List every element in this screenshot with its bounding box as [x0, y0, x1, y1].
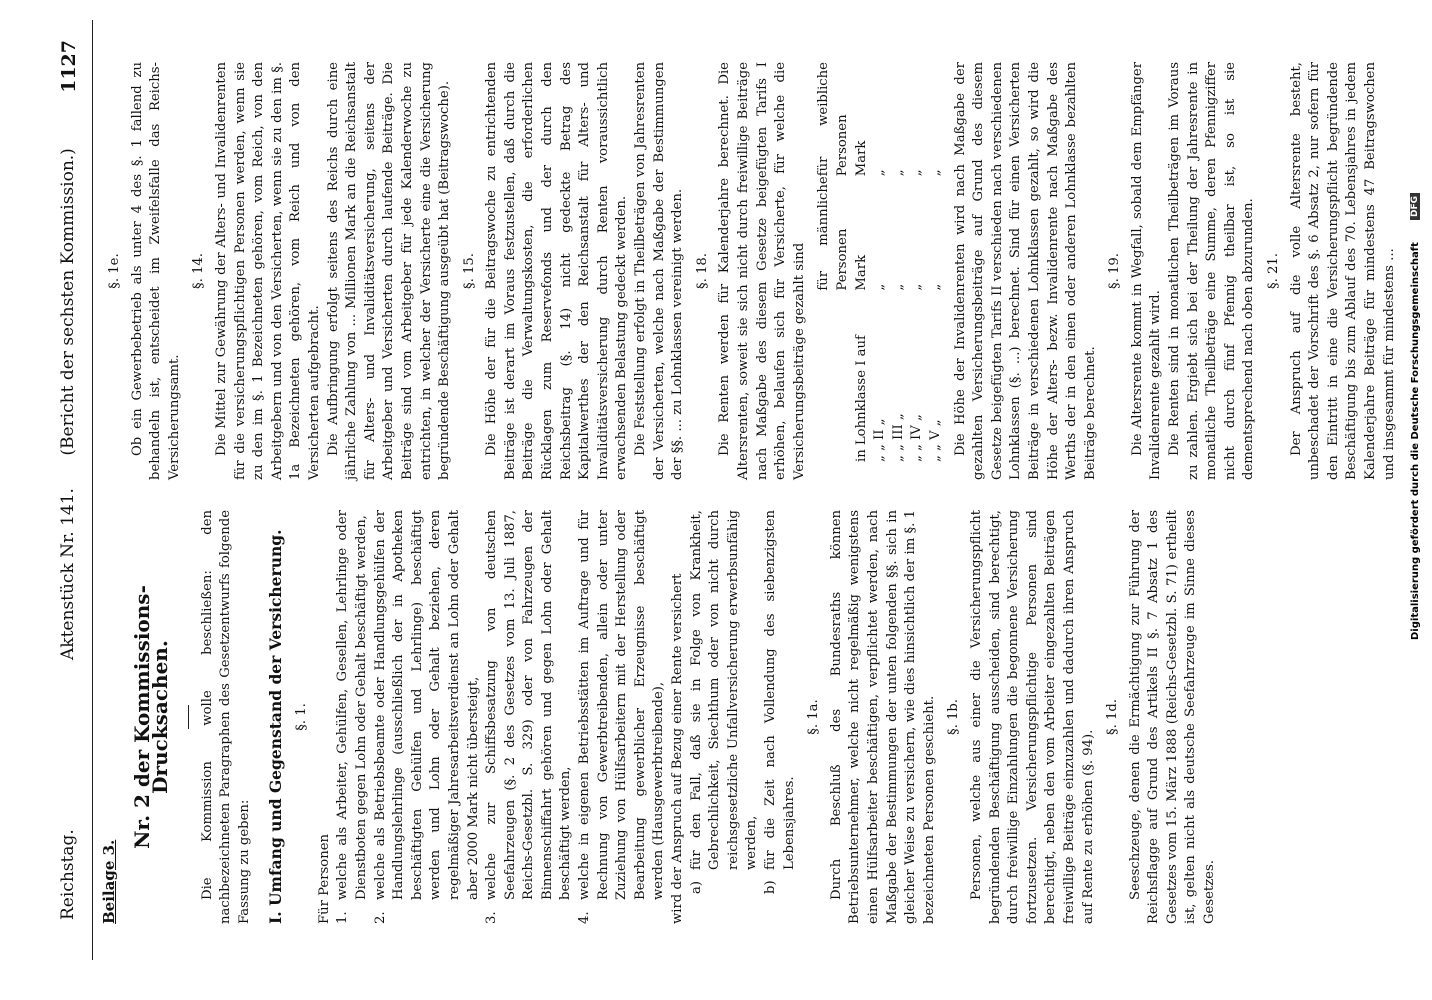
header-rule	[92, 20, 93, 960]
table-cell: „	[872, 283, 888, 291]
list-item	[334, 510, 371, 924]
paragraph-heading-1: §. 1.	[294, 703, 310, 731]
header-left: Reichstag.	[58, 829, 78, 920]
table-header-female: für weibliche Personen	[816, 62, 850, 177]
list-item	[372, 510, 484, 924]
table-cell: „ „ III „	[890, 413, 906, 462]
left-column	[100, 510, 1220, 924]
paragraph-text-21: Der Anspruch auf die volle Altersrente besteht, unbeschadet der Vorschrift des §. 6 Absatz 2, nur sofern für den Eintritt in eine die Versicherungspflicht begründende Beschäftigung bis zum Ablauf des 70. Lebensjahres in jedem Kalenderjahre Beiträge für mindestens 47 Beitragswochen und insgesammt für mindestens ...	[1288, 62, 1397, 480]
table-header-male: für männliche Personen	[816, 176, 850, 291]
paragraph-heading-1b: §. 1b.	[946, 699, 962, 736]
paragraph-heading-1e: §. 1e.	[107, 253, 122, 289]
item-text: welche als Betriebsbeamte oder Handlungsgehülfen der Handlungslehrlinge (ausschließlich der in Apotheken beschäftigten Gehülfen und Lehrlinge) beschäftigt werden und Lohn oder Gehalt beziehen, deren regelmäßiger Jahresarbeitsverdienst an Lohn oder Gehalt aber 2000 Mark nicht übersteigt,	[372, 510, 481, 900]
header-center	[58, 148, 78, 660]
separator	[188, 705, 189, 729]
paragraph-heading-19: §. 19.	[1107, 253, 1123, 289]
table-cell: „ „ II „	[872, 418, 888, 462]
list-item	[576, 510, 669, 924]
table-header-spacer	[815, 291, 852, 462]
intro-text: Die Kommission wolle beschließen: den nachbezeichneten Paragraphen des Gesetzentwurfs folgende Fassung zu geben:	[199, 510, 252, 924]
table-cell: „	[927, 169, 943, 177]
paragraph-heading-1d: §. 1d.	[1105, 699, 1121, 736]
rent-table	[815, 62, 945, 462]
paragraph-text-14a: Die Mittel zur Gewährung der Alters- und Invalidenrenten für die versicherungspflichtigen Personen werden, wenn sie zu den im §. 1 Bezeichneten gehören, vom Reich, von den Arbeitgebern und von den Versicherten, wenn sie zu den im §. 1a Bezeichneten gehören, vom Reich und von den Versicherten aufgebracht.	[213, 62, 322, 480]
digitization-credit: Digitalisierung gefördert durch die Deutsche Forschungsgemeinschaft	[1410, 242, 1421, 640]
table-row	[871, 62, 890, 462]
item-number: 1.	[335, 911, 351, 924]
table-row	[927, 62, 946, 462]
item-number: 3.	[484, 911, 500, 924]
table-cell: „	[927, 283, 943, 291]
paragraph-text-19b: Die Renten sind in monatlichen Theilbeträgen im Voraus zu zahlen. Ergiebt sich bei der Theilung der Jahresrente in monatliche Theilbeträge eine Summe, deren Pfennigziffer nicht durch fünf Pfennig theilbar ist, so ist sie dementsprechend nach oben abzurunden.	[1167, 62, 1257, 480]
sub-item-letter: b)	[763, 880, 778, 894]
table-header	[815, 62, 852, 462]
sub-item	[762, 510, 799, 894]
item-number: 4.	[577, 911, 593, 924]
table-cell: „	[909, 169, 925, 177]
sub-item-text: für die Zeit nach Vollendung des siebenzigsten Lebensjahres.	[763, 510, 797, 870]
table-cell: „	[890, 169, 906, 177]
running-header	[58, 40, 86, 960]
table-row	[853, 62, 872, 462]
paragraph-text-18b: Die Höhe der Invalidenrenten wird nach Maßgabe der gezahlten Versicherungsbeiträge auf Grund des diesem Gesetze beigefügten Tarifs II verschieden nach verschiedenen Lohnklassen (§. ...) berechnet. Sind für einen Versicherten Beiträge in verschiedenen Lohnklassen gezahlt, so wird die Höhe der Alters- bezw. Invalidenrente nach Maßgabe des Werths der in den einen oder anderen Lohnklasse bezahlten Beiträge berechnet.	[952, 62, 1098, 480]
paragraph-lead: Für Personen	[316, 833, 332, 924]
paragraph-heading-14: §. 14.	[191, 253, 207, 289]
sub-item	[688, 510, 762, 894]
table-cell: „	[872, 169, 888, 177]
item-text: welche in eigenen Betriebsstätten im Auftrage und für Rechnung von Gewerbtreibenden, allein oder unter Zuziehung von Hülfsarbeitern mit der Herstellung oder Bearbeitung gewerblicher Erzeugnisse beschäftigt werden (Hausgewerbtreibende),	[577, 510, 667, 900]
page-number: 1127	[58, 40, 80, 93]
list-item	[483, 510, 576, 924]
paragraph-text-18a: Die Renten werden für Kalenderjahre berechnet. Die Altersrenten, soweit sie sich nicht durch freiwillige Beiträge nach Maßgabe des diesem Gesetze beigefügten Tarifs I erhöhen, belaufen sich für Versicherte, für welche die Versicherungsbeiträge gezahlt sind	[717, 62, 807, 480]
item-text: welche zur Schiffsbesatzung von deutschen Seefahrzeugen (§. 2 des Gesetzes vom 13. Juli 1887, Reichs-Gesetzbl. S. 329) oder von Fahrzeugen der Binnenschiffahrt gehören und gegen Lohn oder Gehalt beschäftigt werden,	[484, 510, 574, 900]
paragraph-text-1e: Ob ein Gewerbebetrieb als unter 4 des §. 1 fallend zu behandeln ist, entscheidet im Zweifelsfalle das Reichs-Versicherungsamt.	[129, 62, 182, 480]
paragraph-text-1d: Seeschzeuge, denen die Ermächtigung zur Führung der Reichsflagge auf Grund des Artikels II §. 7 Absatz 1 des Gesetzes vom 15. März 1888 (Reichs-Gesetzbl. S. 71) ertheilt ist, gelten nicht als deutsche Seefahrzeuge im Sinne dieses Gesetzes.	[1127, 510, 1218, 924]
header-center-text: Aktenstück Nr. 141.	[58, 488, 78, 660]
paragraph-tail: wird der Anspruch auf Bezug einer Rente versichert	[670, 573, 686, 924]
table-cell: „ „ IV „	[909, 414, 925, 462]
paragraph-text-15a: Die Höhe der für die Beitragswoche zu entrichtenden Beiträge ist derart im Voraus festzustellen, daß durch die Beiträge die Verwaltungskosten, die erforderlichen Rücklagen zum Reservefonds und der durch den Reichsbeitrag (§. 14) nicht gedeckte Betrag des Kapitalwerthes der den Reichsanstalt für Alters- und Invaliditätsversicherung durch Renten voraussichtlich erwachsenden Belastung gedeckt werden.	[484, 62, 630, 480]
document-title: Nr. 2 der Kommissions-Drucksachen.	[129, 585, 173, 849]
paragraph-heading-15: §. 15.	[461, 253, 477, 289]
paragraph-heading-18: §. 18.	[694, 253, 710, 289]
dfg-logo: DFG	[1410, 193, 1420, 220]
header-center-note: (Bericht der sechsten Kommission.)	[58, 148, 78, 456]
table-cell: „ „ V „	[927, 419, 943, 462]
item-number: 2.	[372, 911, 388, 924]
table-row	[890, 62, 909, 462]
table-row	[908, 62, 927, 462]
paragraph-heading-1a: §. 1a.	[806, 699, 822, 735]
table-cell: Mark	[853, 254, 869, 291]
table-cell: „	[909, 283, 925, 291]
table-cell: „	[890, 283, 906, 291]
paragraph-heading-21: §. 21.	[1266, 253, 1282, 289]
table-cell: in Lohnklasse I auf	[853, 335, 869, 462]
right-column	[100, 62, 1399, 480]
sub-item-text: für den Fall, daß sie in Folge von Krankheit, Gebrechlichkeit, Siechthum oder von nicht durch reichsgesetzliche Unfallversicherung erwerbsunfähig werden,	[688, 510, 760, 870]
beilage-label: Beilage 3.	[100, 839, 118, 924]
section-heading: I. Umfang und Gegenstand der Versicherung.	[265, 529, 285, 924]
paragraph-text-15b: Die Feststellung erfolgt in Theilbeträgen von Jahresrenten der Versicherten, welche nach Maßgabe der Bestimmungen der §§. ... zu Lohnklassen vereinigt werden.	[633, 62, 686, 480]
table-cell: Mark	[853, 140, 869, 177]
paragraph-text-1a: Durch Beschluß des Bundesraths können Betriebsunternehmer, welche nicht regelmäßig wenigstens einen Hülfsarbeiter beschäftigen, verpflichtet werden, nach Maßgabe der Bestimmungen der unten folgenden §§. sich in gleicher Weise zu versichern, wie dies hinsichtlich der im §. 1 bezeichneten Personen geschieht.	[828, 510, 937, 924]
paragraph-text-14b: Die Aufbringung erfolgt seitens des Reichs durch eine jährliche Zahlung von ... Millionen Mark an die Reichsanstalt für Alters- und Invaliditätsversicherung, seitens der Arbeitgeber und Versicherten durch laufende Beiträge. Die Beiträge sind vom Arbeitgeber für jede Kalenderwoche zu entrichten, in welcher der Versicherte eine die Versicherung begründende Beschäftigung ausgeübt hat (Beitragswoche).	[325, 62, 453, 480]
paragraph-text-1b: Personen, welche aus einer die Versicherungspflicht begründenden Beschäftigung ausscheiden, sind berechtigt, durch freiwillige Einzahlungen die begonnene Versicherung fortzusetzen. Versicherungspflichtige Personen sind berechtigt, neben den vom Arbeiter eingezahlten Beiträgen freiwillige Beiträge einzuzahlen und dadurch ihren Anspruch auf Rente zu erhöhen (§. 94).	[968, 510, 1096, 924]
paragraph-text-19a: Die Altersrente kommt in Wegfall, sobald dem Empfänger Invalidenrente gezahlt wird.	[1129, 62, 1164, 480]
item-text: welche als Arbeiter, Gehülfen, Gesellen, Lehrlinge oder Dienstboten gegen Lohn oder Gehalt beschäftigt werden,	[335, 510, 369, 900]
sub-item-letter: a)	[688, 880, 704, 894]
